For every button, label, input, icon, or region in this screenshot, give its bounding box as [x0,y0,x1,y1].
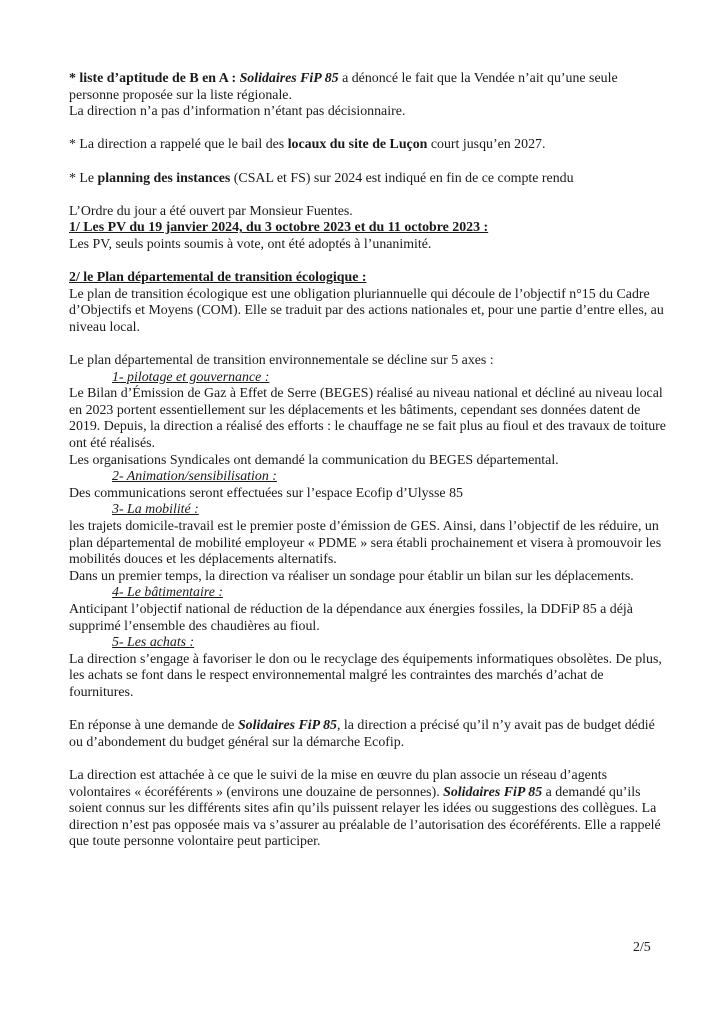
paragraph-budget: En réponse à une demande de Solidaires FiP 85, la direction a précisé qu’il n’y avait pas de budget dédié ou d’abondement du budget général sur la démarche Ecofip. [69,718,655,750]
page-number: 2/5 [633,940,651,955]
paragraph: La direction n’a pas d’information n’étant pas décisionnaire. [69,104,406,120]
axis-heading-1: 1- pilotage et gouvernance : [112,369,270,385]
paragraph: Des communications seront effectuées sur l’espace Ecofip d’Ulysse 85 [69,485,463,501]
paragraph: Dans un premier temps, la direction va réaliser un sondage pour établir un bilan sur les déplacements. [69,568,634,584]
paragraph: Le plan départemental de transition environnementale se décline sur 5 axes : [69,353,494,369]
paragraph-ecoreferents: La direction est attachée à ce que le suivi de la mise en œuvre du plan associe un réseau d’agents volontaires « écoréférents » (environs une douzaine de personnes). Solidaires FiP 85 a demandé qu’ils soient connus sur les différents sites afin qu’ils puissent relayer les idées ou suggestions des collègues. La direction n’est pas opposée mais va s’assurer au préalable de l’autorisation des écoréférents. Elle a rappelé que toute personne volontaire peut participer. [69,767,661,850]
paragraph: La direction s’engage à favoriser le don ou le recyclage des équipements informatiques obsolètes. De plus, les achats se font dans le respect environnemental malgré les contraintes des marchés d’achat de fournitures. [69,651,662,700]
union-name: Solidaires FiP 85 [239,71,339,86]
paragraph-locaux: * La direction a rappelé que le bail des locaux du site de Luçon court jusqu’en 2027. [69,137,546,153]
bold-text: liste d’aptitude de B en A : [79,71,240,86]
union-name: Solidaires FiP 85 [443,784,543,800]
paragraph-liste-aptitude: * liste d’aptitude de B en A : Solidaires FiP 85 a dénoncé le fait que la Vendée n’ait qu’une seule personne proposée sur la liste régionale. [69,71,618,103]
star-marker: * [69,71,80,86]
paragraph: les trajets domicile-travail est le premier poste d’émission de GES. Ainsi, dans l’objectif de les réduire, un plan départemental de mobilité employeur « PDME » sera établi prochainement et visera à promouvoir les mobilités douces et les déplacements alternatifs. [69,519,662,568]
paragraph: Le Bilan d’Émission de Gaz à Effet de Serre (BEGES) réalisé au niveau national et décliné au niveau local en 2023 portent essentiellement sur les déplacements et les bâtiments, cependant ses données datent de 2019. Depuis, la direction a réalisé des efforts : le chauffage ne se fait plus au fioul et des travaux de toiture ont été réalisés. [69,386,666,452]
axis-heading-5: 5- Les achats : [112,635,195,651]
section-heading-plan: 2/ le Plan départemental de transition écologique : [69,270,367,286]
axis-heading-3: 3- La mobilité : [112,502,199,518]
union-name: Solidaires FiP 85 [237,718,337,734]
document-body [69,71,669,851]
paragraph: Anticipant l’objectif national de réduction de la dépendance aux énergies fossiles, la DDFiP 85 a déjà supprimé l’ensemble des chaudières au fioul. [69,602,633,634]
paragraph: Les PV, seuls points soumis à vote, ont été adoptés à l’unanimité. [69,236,432,252]
paragraph: L’Ordre du jour a été ouvert par Monsieur Fuentes. [69,203,353,219]
paragraph: Les organisations Syndicales ont demandé la communication du BEGES départemental. [69,452,559,468]
axis-heading-2: 2- Animation/sensibilisation : [112,469,277,485]
paragraph-planning: * Le planning des instances (CSAL et FS) sur 2024 est indiqué en fin de ce compte rendu [69,170,574,186]
axis-heading-4: 4- Le bâtimentaire : [112,585,223,601]
paragraph: Le plan de transition écologique est une obligation pluriannuelle qui découle de l’objectif n°15 du Cadre d’Objectifs et Moyens (COM). Elle se traduit par des actions nationales et, pour une partie d’entre elles, au niveau local. [69,286,664,335]
section-heading-pv: 1/ Les PV du 19 janvier 2024, du 3 octobre 2023 et du 11 octobre 2023 : [69,220,489,236]
